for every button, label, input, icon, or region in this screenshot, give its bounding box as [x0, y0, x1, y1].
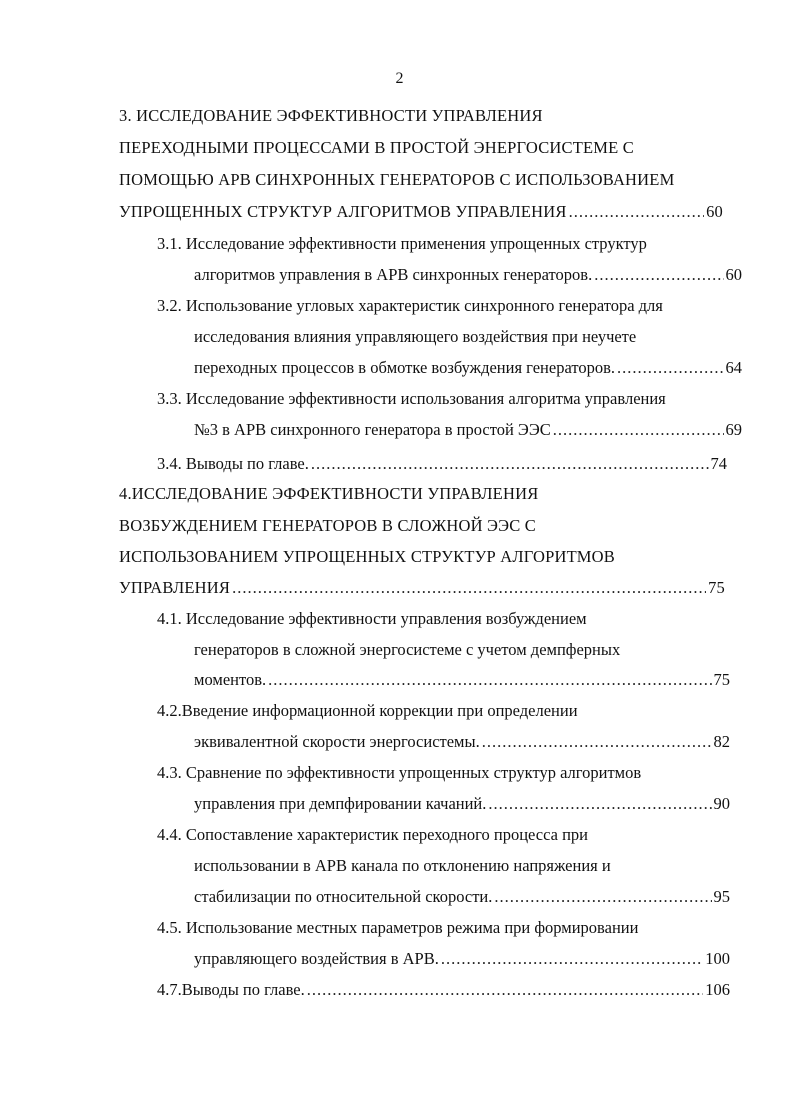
toc-entry-text: управления при демпфировании качаний. — [194, 794, 487, 813]
toc-entry-4-4-line-2: использовании в АРВ канала по отклонению напряжения и — [194, 856, 611, 875]
toc-entry-4-5-line-2 — [194, 947, 730, 971]
toc-entry-3-1-line-1: 3.1. Исследование эффективности применения упрощенных структур — [157, 234, 647, 253]
toc-entry-page: 74 — [710, 454, 727, 473]
toc-entry-4-2-line-2 — [194, 730, 730, 754]
chapter-4-title-line-4 — [119, 576, 725, 600]
chapter-4-title-line-1: 4.ИССЛЕДОВАНИЕ ЭФФЕКТИВНОСТИ УПРАВЛЕНИЯ — [119, 484, 539, 503]
toc-entry-text: 4.7.Выводы по главе. — [157, 980, 305, 999]
leader-dots — [494, 885, 711, 909]
toc-entry-4-5-line-1: 4.5. Использование местных параметров режима при формировании — [157, 918, 639, 937]
toc-entry-3-1-line-2 — [194, 263, 742, 287]
chapter-4-title-line-3: ИСПОЛЬЗОВАНИЕМ УПРОЩЕННЫХ СТРУКТУР АЛГОРИТМОВ — [119, 547, 615, 566]
toc-entry-text: стабилизации по относительной скорости. — [194, 887, 493, 906]
chapter-4-title-text: УПРАВЛЕНИЯ — [119, 578, 231, 597]
leader-dots — [307, 978, 704, 1002]
toc-entry-3-4 — [157, 452, 727, 476]
page-number: 2 — [395, 70, 404, 87]
toc-entry-4-1-line-1: 4.1. Исследование эффективности управления возбуждением — [157, 609, 587, 628]
toc-entry-4-3-line-2 — [194, 792, 730, 816]
toc-entry-page: 64 — [725, 358, 742, 377]
toc-entry-text: управляющего воздействия в АРВ. — [194, 949, 439, 968]
toc-entry-text: эквивалентной скорости энергосистемы. — [194, 732, 480, 751]
toc-entry-text: моментов. — [194, 670, 267, 689]
toc-entry-page: 90 — [713, 794, 730, 813]
toc-entry-4-3-line-1: 4.3. Сравнение по эффективности упрощенных структур алгоритмов — [157, 763, 642, 782]
chapter-3-title-line-2: ПЕРЕХОДНЫМИ ПРОЦЕССАМИ В ПРОСТОЙ ЭНЕРГОСИСТЕМЕ С — [119, 138, 634, 157]
chapter-4-page: 75 — [708, 578, 725, 597]
chapter-3-title-line-4 — [119, 200, 723, 224]
toc-entry-page: 82 — [713, 732, 730, 751]
toc-entry-3-3-line-2 — [194, 418, 742, 442]
toc-entry-text: 3.4. Выводы по главе. — [157, 454, 309, 473]
leader-dots — [268, 668, 711, 692]
chapter-4-title-line-2: ВОЗБУЖДЕНИЕМ ГЕНЕРАТОРОВ В СЛОЖНОЙ ЭЭС С — [119, 516, 536, 535]
leader-dots — [594, 263, 723, 287]
toc-entry-text: №3 в АРВ синхронного генератора в простой ЭЭС — [194, 420, 551, 439]
leader-dots — [311, 452, 709, 476]
toc-entry-4-4-line-1: 4.4. Сопоставление характеристик переходного процесса при — [157, 825, 588, 844]
toc-entry-page: 100 — [705, 949, 730, 968]
toc-entry-page: 60 — [725, 265, 742, 284]
chapter-3-title-line-1: 3. ИССЛЕДОВАНИЕ ЭФФЕКТИВНОСТИ УПРАВЛЕНИЯ — [119, 106, 543, 125]
toc-entry-text: алгоритмов управления в АРВ синхронных генераторов. — [194, 265, 593, 284]
leader-dots — [569, 200, 705, 224]
toc-entry-4-4-line-3 — [194, 885, 730, 909]
chapter-3-page: 60 — [706, 202, 723, 221]
toc-entry-4-1-line-3 — [194, 668, 730, 692]
toc-entry-3-2-line-1: 3.2. Использование угловых характеристик синхронного генератора для — [157, 296, 663, 315]
leader-dots — [488, 792, 711, 816]
toc-entry-4-2-line-1: 4.2.Введение информационной коррекции при определении — [157, 701, 578, 720]
toc-entry-3-2-line-2: исследования влияния управляющего воздействия при неучете — [194, 327, 637, 346]
toc-entry-page: 69 — [725, 420, 742, 439]
toc-entry-text: переходных процессов в обмотке возбуждения генераторов. — [194, 358, 616, 377]
chapter-3-title-line-3: ПОМОЩЬЮ АРВ СИНХРОННЫХ ГЕНЕРАТОРОВ С ИСПОЛЬЗОВАНИЕМ — [119, 170, 675, 189]
leader-dots — [482, 730, 712, 754]
toc-entry-page: 106 — [705, 980, 730, 999]
leader-dots — [553, 418, 724, 442]
chapter-3-title-text: УПРОЩЕННЫХ СТРУКТУР АЛГОРИТМОВ УПРАВЛЕНИЯ — [119, 202, 567, 221]
toc-entry-3-3-line-1: 3.3. Исследование эффективности использования алгоритма управления — [157, 389, 666, 408]
leader-dots — [617, 356, 723, 380]
toc-entry-page: 75 — [713, 670, 730, 689]
toc-entry-page: 95 — [713, 887, 730, 906]
toc-entry-4-7 — [157, 978, 730, 1002]
leader-dots — [232, 576, 706, 600]
toc-entry-4-1-line-2: генераторов в сложной энергосистеме с учетом демпферных — [194, 640, 621, 659]
leader-dots — [441, 947, 703, 971]
toc-entry-3-2-line-3 — [194, 356, 742, 380]
